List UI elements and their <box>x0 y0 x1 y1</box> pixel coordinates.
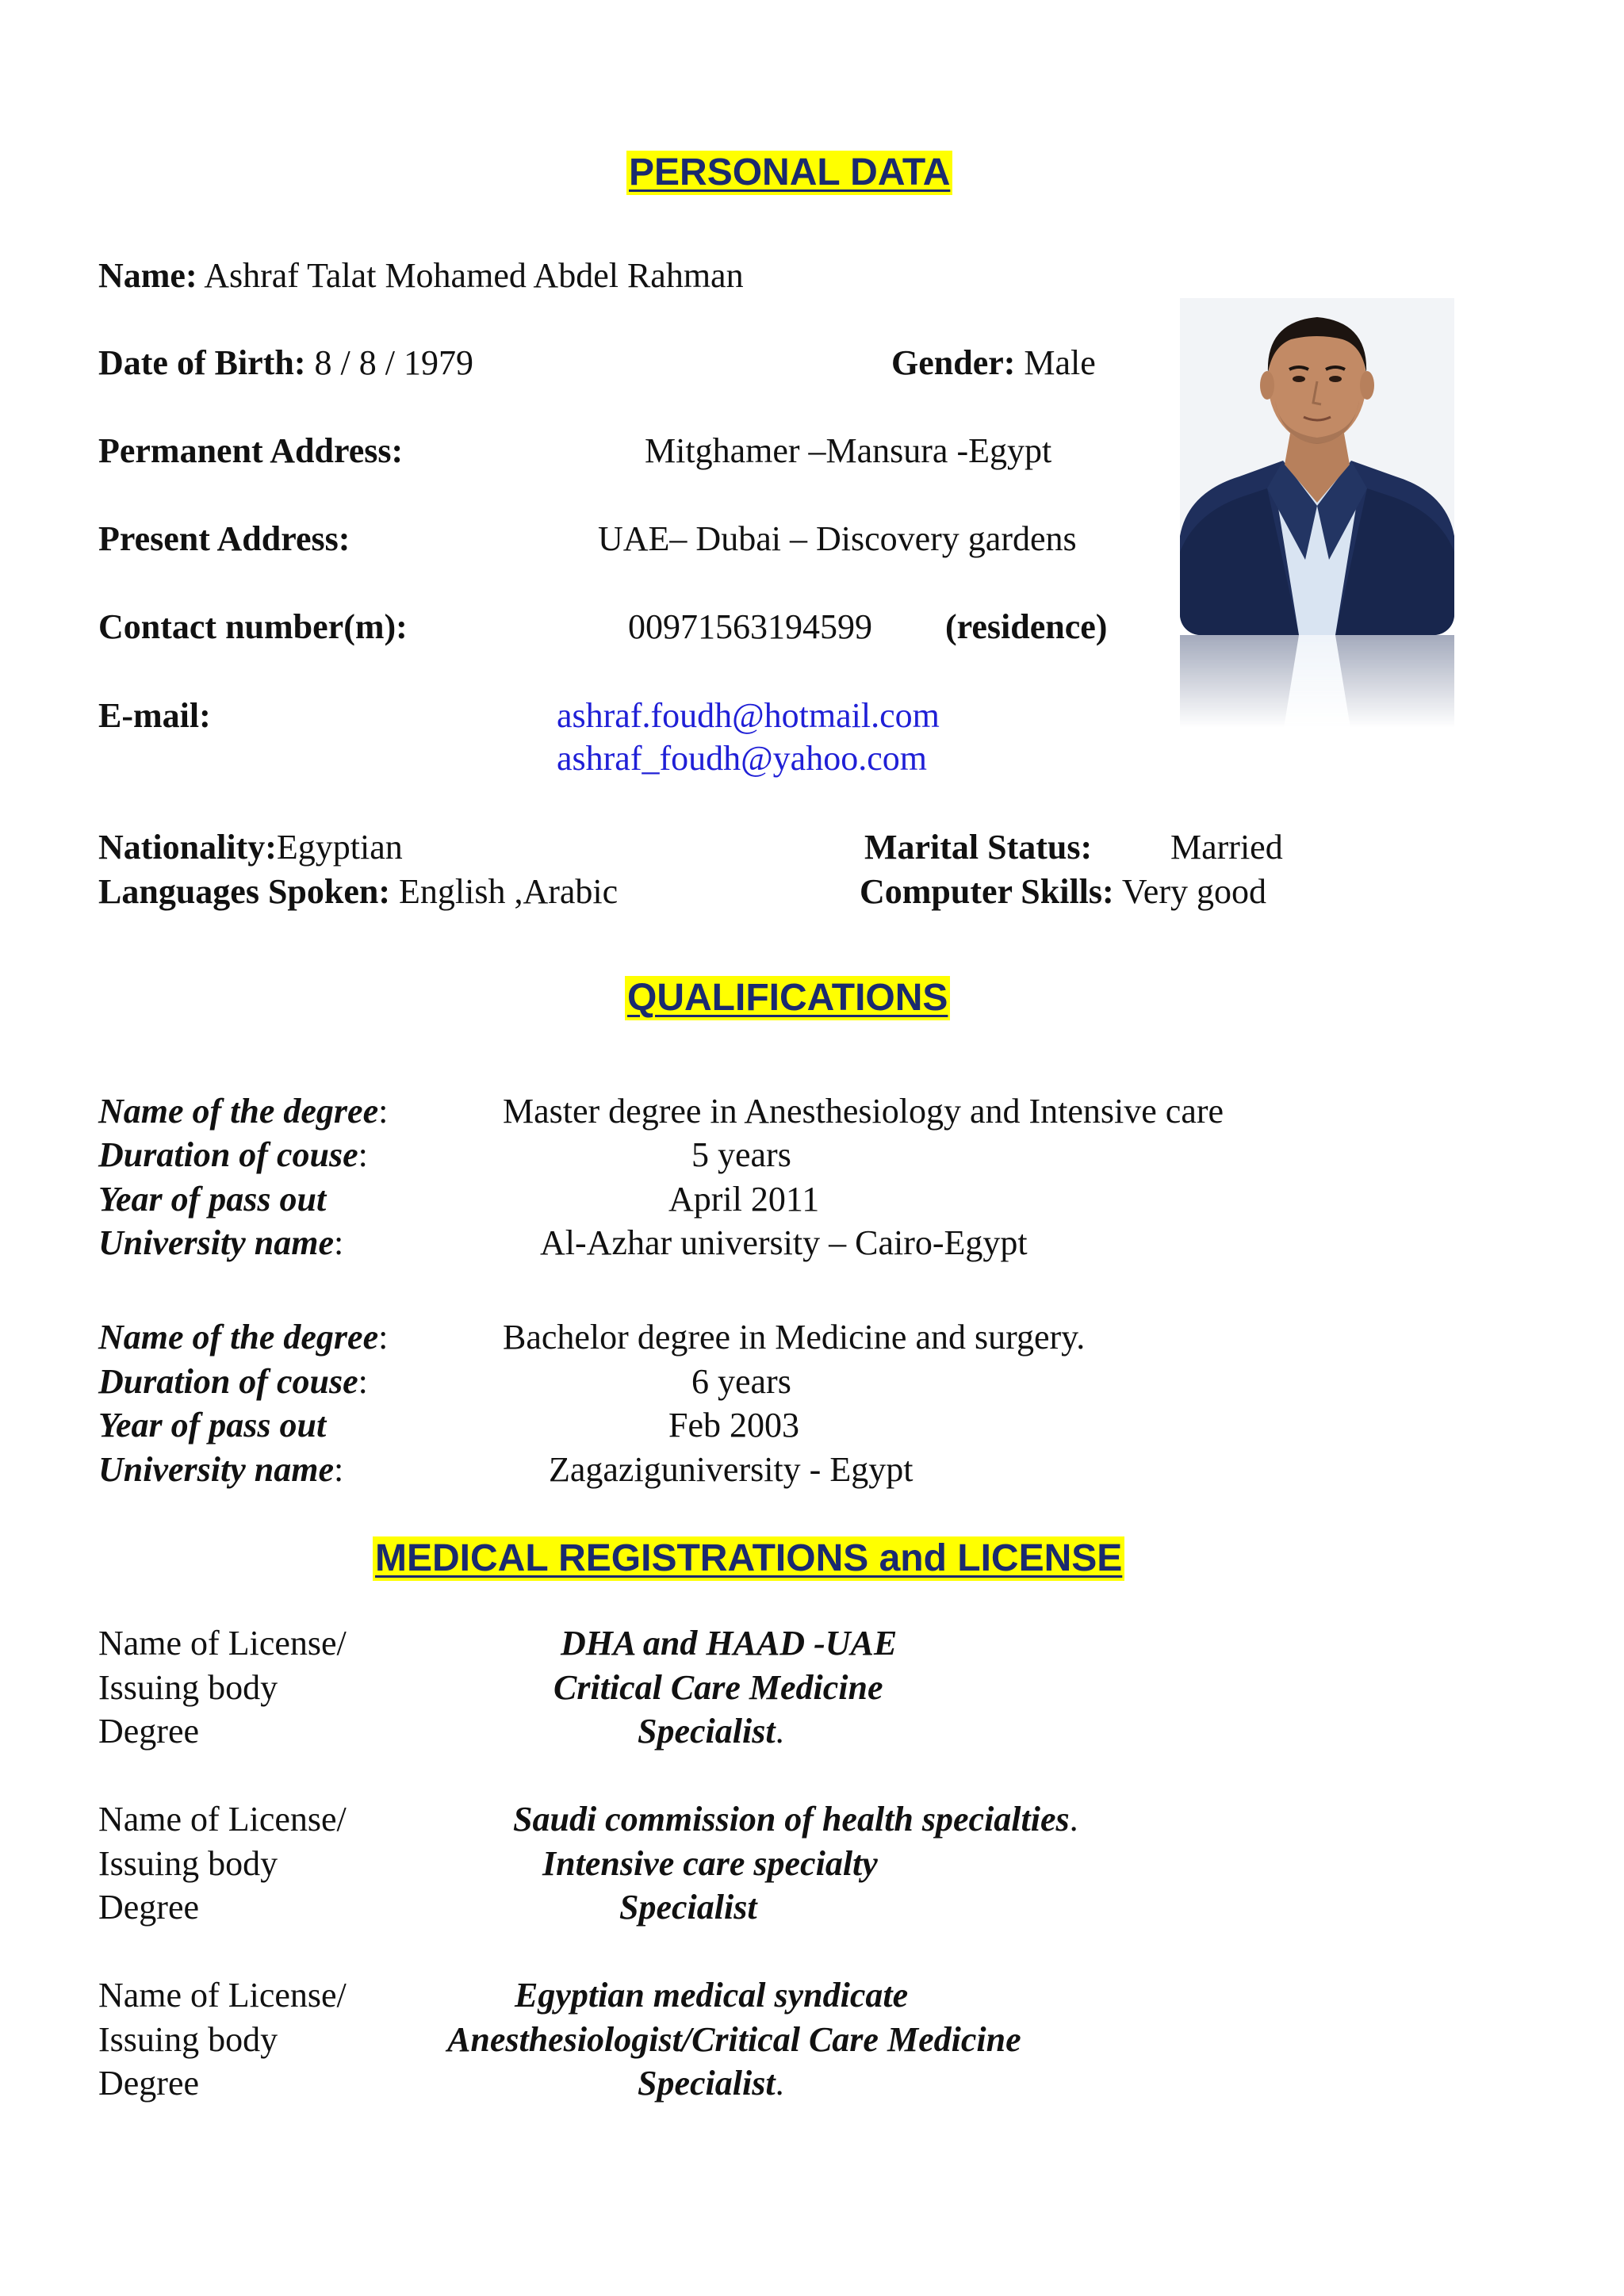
qual-2-duration-label-row: Duration of couse: <box>98 1362 368 1401</box>
present-address-label: Present Address: <box>98 519 350 558</box>
nationality-value: Egyptian <box>276 828 403 867</box>
dob-value: 8 / 8 / 1979 <box>314 343 473 382</box>
permanent-address-value: Mitghamer –Mansura -Egypt <box>645 431 1052 470</box>
license-3-degree-row <box>638 2063 784 2104</box>
license-3-degree-suffix: . <box>775 2064 784 2103</box>
qual-1-duration-value: 5 years <box>691 1135 791 1174</box>
profile-photo-reflection <box>1180 635 1454 728</box>
medical-registrations-heading: MEDICAL REGISTRATIONS and LICENSE <box>373 1536 1124 1581</box>
gender-value: Male <box>1024 343 1096 382</box>
contact-label: Contact number(m): <box>98 607 408 646</box>
nationality-label: Nationality: <box>98 828 277 867</box>
license-1-degree-row <box>638 1711 784 1752</box>
contact-value: 00971563194599 <box>628 607 872 646</box>
computer-value: Very good <box>1121 872 1266 911</box>
qual-1-year-value: April 2011 <box>668 1180 820 1219</box>
qual-1-degree-label-row: Name of the degree: <box>98 1092 389 1131</box>
languages-label: Languages Spoken: <box>98 872 391 911</box>
qual-1-university-label-row: University name: <box>98 1223 344 1262</box>
qual-2-university-value: Zagaziguniversity - Egypt <box>549 1450 914 1489</box>
qual-2-university-label: University name <box>98 1450 334 1489</box>
qual-2-duration-value: 6 years <box>691 1362 791 1401</box>
profile-photo <box>1180 298 1454 728</box>
license-2-name-label: Name of License/ <box>98 1800 347 1839</box>
license-2-degree-label: Degree <box>98 1888 200 1927</box>
languages-value: English ,Arabic <box>399 872 619 911</box>
license-1-degree-value: Specialist <box>638 1712 776 1751</box>
license-2-name-row <box>513 1799 1078 1840</box>
gender-label: Gender: <box>891 343 1016 382</box>
qual-1-university-value: Al-Azhar university – Cairo-Egypt <box>540 1223 1028 1262</box>
qual-2-year-value: Feb 2003 <box>668 1406 799 1445</box>
license-1-issuer-value: Critical Care Medicine <box>553 1668 883 1707</box>
license-3-issuer-label: Issuing body <box>98 2020 278 2059</box>
qual-1-degree-label: Name of the degree <box>98 1092 379 1131</box>
languages-row <box>98 871 618 913</box>
permanent-address-label: Permanent Address: <box>98 431 404 470</box>
nationality-row <box>98 827 403 868</box>
gender-row <box>891 342 1096 384</box>
dob-row <box>98 342 473 384</box>
license-1-name-label: Name of License/ <box>98 1624 347 1663</box>
license-3-name-label: Name of License/ <box>98 1976 347 2015</box>
computer-row <box>860 871 1266 913</box>
license-3-degree-label: Degree <box>98 2064 200 2103</box>
email-link-hotmail[interactable]: ashraf.foudh@hotmail.com <box>557 696 940 735</box>
license-2-name-value: Saudi commission of health specialties <box>513 1800 1070 1839</box>
qual-2-year-label: Year of pass out <box>98 1406 327 1445</box>
qual-1-year-label: Year of pass out <box>98 1180 327 1219</box>
license-1-degree-label: Degree <box>98 1712 200 1751</box>
qualifications-heading: QUALIFICATIONS <box>625 976 950 1020</box>
marital-label: Marital Status: <box>864 828 1093 867</box>
license-2-degree-value: Specialist <box>619 1888 757 1927</box>
marital-value: Married <box>1170 828 1283 867</box>
qual-2-university-label-row: University name: <box>98 1450 344 1489</box>
license-1-name-value: DHA and HAAD -UAE <box>561 1624 898 1663</box>
qual-1-university-label: University name <box>98 1223 334 1262</box>
qual-2-degree-label-row: Name of the degree: <box>98 1318 389 1357</box>
license-1-issuer-label: Issuing body <box>98 1668 278 1707</box>
dob-label: Date of Birth: <box>98 343 306 382</box>
qual-1-duration-label: Duration of couse <box>98 1135 358 1174</box>
license-3-issuer-value: Anesthesiologist/Critical Care Medicine <box>447 2020 1021 2059</box>
personal-data-heading: PERSONAL DATA <box>626 151 952 195</box>
name-label: Name: <box>98 256 197 295</box>
qual-1-degree-value: Master degree in Anesthesiology and Intensive care <box>503 1092 1224 1131</box>
name-value: Ashraf Talat Mohamed Abdel Rahman <box>204 256 744 295</box>
email-label: E-mail: <box>98 696 211 735</box>
contact-note: (residence) <box>945 607 1108 646</box>
qual-2-degree-label: Name of the degree <box>98 1318 379 1357</box>
license-2-issuer-value: Intensive care specialty <box>542 1844 878 1883</box>
license-3-name-value: Egyptian medical syndicate <box>515 1976 909 2015</box>
computer-label: Computer Skills: <box>860 872 1114 911</box>
qual-2-duration-label: Duration of couse <box>98 1362 358 1401</box>
license-3-degree-value: Specialist <box>638 2064 776 2103</box>
email-link-yahoo[interactable]: ashraf_foudh@yahoo.com <box>557 739 927 778</box>
license-2-issuer-label: Issuing body <box>98 1844 278 1883</box>
qual-1-duration-label-row: Duration of couse: <box>98 1135 368 1174</box>
name-row <box>98 255 744 297</box>
license-1-degree-suffix: . <box>775 1712 784 1751</box>
present-address-value: UAE– Dubai – Discovery gardens <box>598 519 1077 558</box>
license-2-name-suffix: . <box>1069 1800 1078 1839</box>
profile-photo-image <box>1180 298 1454 635</box>
qual-2-degree-value: Bachelor degree in Medicine and surgery. <box>503 1318 1086 1357</box>
